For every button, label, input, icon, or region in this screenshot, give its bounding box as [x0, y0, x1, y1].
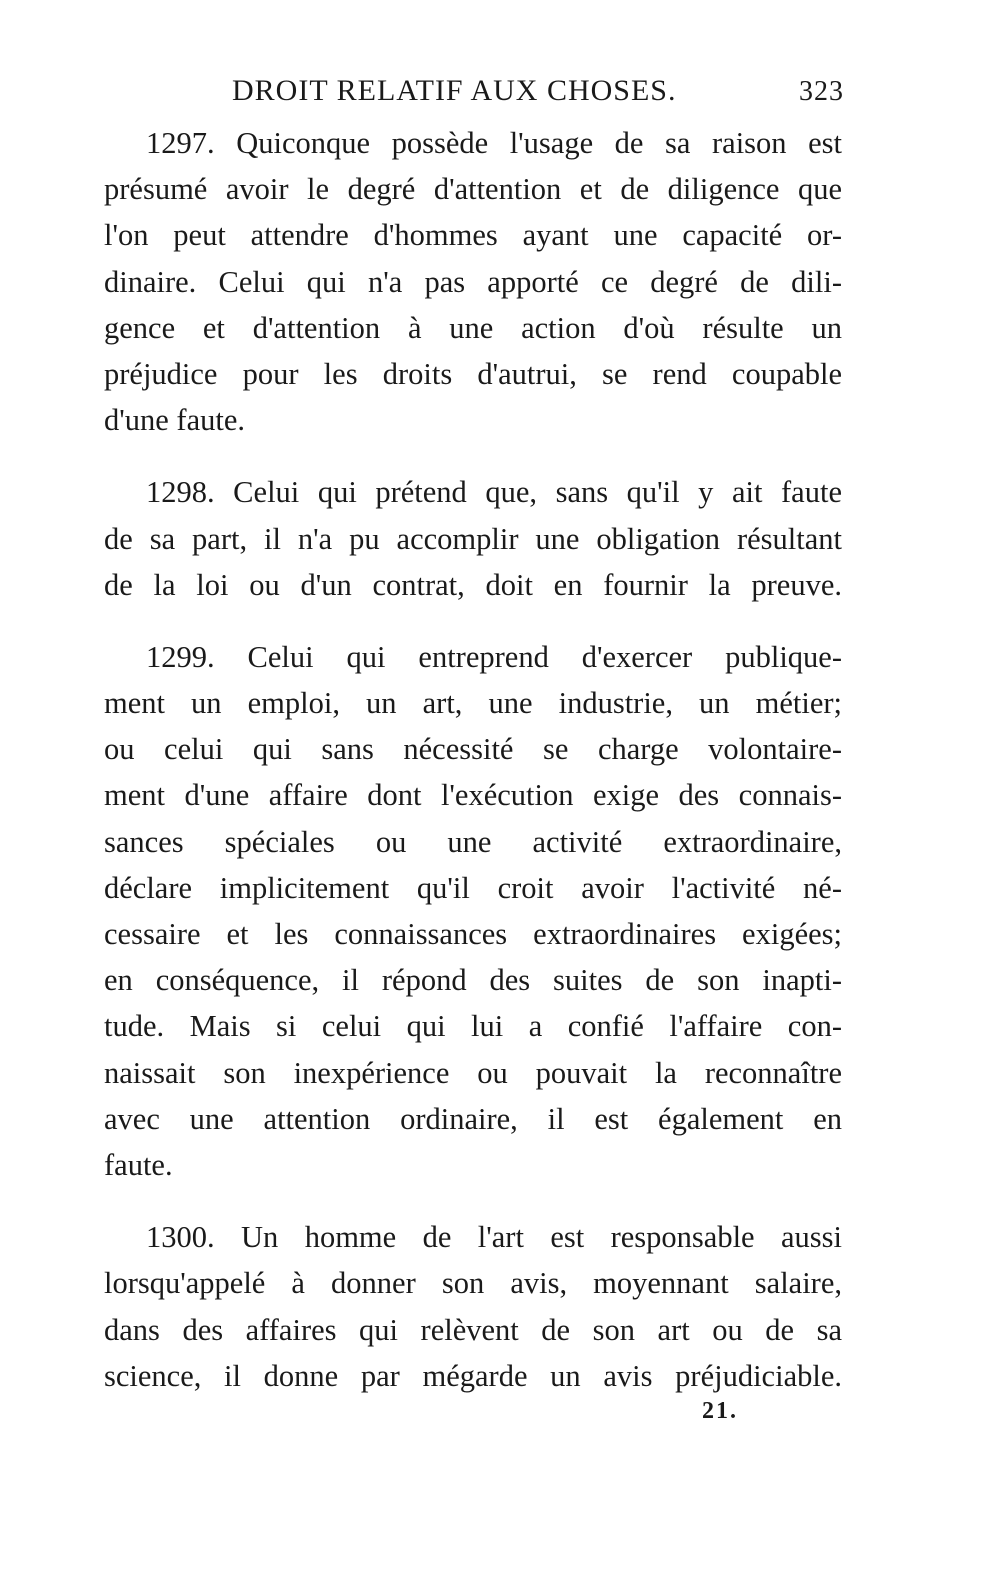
text-line: 1297. Quiconque possède l'usage de sa raison est	[146, 126, 842, 160]
text-line: science, il donne par mégarde un avis préjudiciable.	[104, 1358, 842, 1393]
text-line: l'on peut attendre d'hommes ayant une capacité or-	[104, 218, 842, 253]
text-line: sances spéciales ou une activité extraordinaire,	[104, 824, 842, 859]
article-1297	[104, 120, 842, 443]
text-line: ment d'une affaire dont l'exécution exige des connais-	[104, 778, 842, 813]
text-line: 1299. Celui qui entreprend d'exercer publique-	[146, 639, 842, 674]
text-line: d'une faute.	[104, 403, 245, 438]
running-title: DROIT RELATIF AUX CHOSES.	[232, 74, 677, 107]
signature-mark: 21.	[702, 1398, 738, 1424]
article-1300	[104, 1214, 842, 1399]
text-line: dans des affaires qui relèvent de son art ou de sa	[104, 1312, 842, 1347]
text-line: déclare implicitement qu'il croit avoir l'activité né-	[104, 870, 842, 905]
text-line: ou celui qui sans nécessité se charge volontaire-	[104, 732, 842, 767]
article-1298	[104, 469, 842, 608]
text-line: présumé avoir le degré d'attention et de diligence que	[104, 172, 842, 207]
text-line: tude. Mais si celui qui lui a confié l'affaire con-	[104, 1009, 842, 1044]
article-1299	[104, 634, 842, 1188]
text-line: ment un emploi, un art, une industrie, un métier;	[104, 686, 842, 721]
text-line: de sa part, il n'a pu accomplir une obligation résultant	[104, 521, 842, 556]
text-line: faute.	[104, 1147, 173, 1182]
text-line: dinaire. Celui qui n'a pas apporté ce degré de dili-	[104, 264, 842, 299]
page-number: 323	[799, 76, 844, 107]
text-line: de la loi ou d'un contrat, doit en fournir la preuve.	[104, 567, 842, 602]
text-line: en conséquence, il répond des suites de son inapti-	[104, 963, 842, 998]
text-line: préjudice pour les droits d'autrui, se rend coupable	[104, 356, 842, 391]
running-head	[104, 74, 844, 114]
text-line: avec une attention ordinaire, il est également en	[104, 1101, 842, 1136]
body-text	[104, 120, 842, 1399]
text-line: gence et d'attention à une action d'où résulte un	[104, 310, 842, 345]
text-line: lorsqu'appelé à donner son avis, moyennant salaire,	[104, 1266, 842, 1301]
text-line: 1300. Un homme de l'art est responsable aussi	[146, 1220, 842, 1255]
text-line: 1298. Celui qui prétend que, sans qu'il y ait faute	[146, 475, 842, 510]
text-line: naissait son inexpérience ou pouvait la reconnaître	[104, 1055, 842, 1090]
text-line: cessaire et les connaissances extraordinaires exigées;	[104, 917, 842, 951]
